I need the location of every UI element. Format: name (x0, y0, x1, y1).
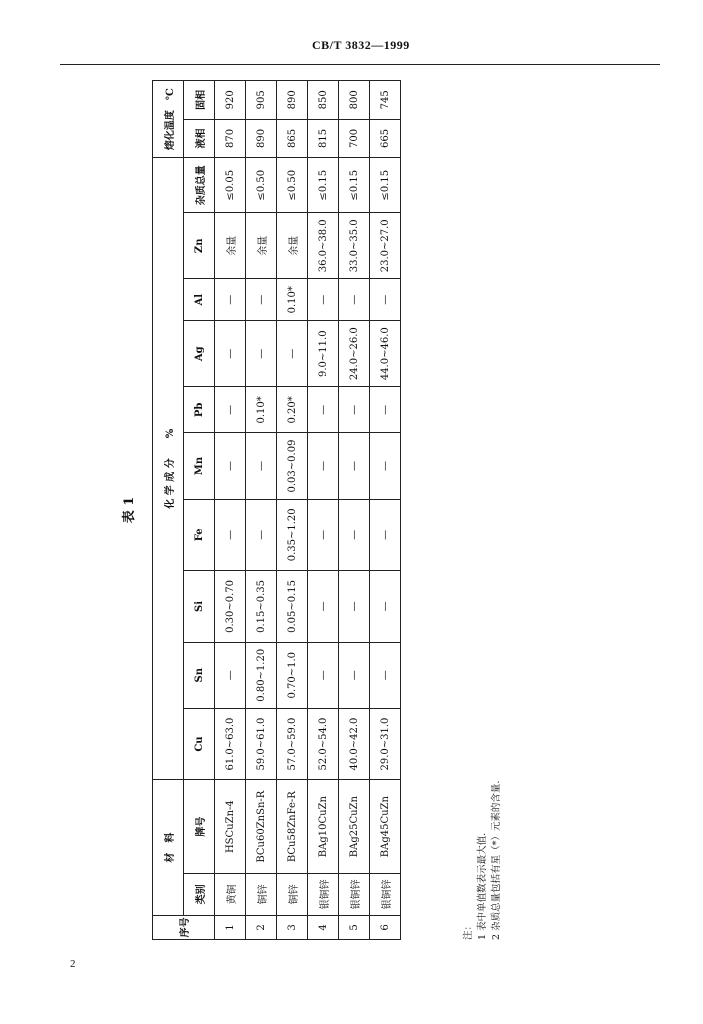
cell-pb: 0.10* (246, 387, 277, 433)
cell-fe: — (215, 499, 246, 571)
cell-si: — (339, 571, 370, 643)
th-seq: 序号 (153, 915, 215, 939)
cell-cu: 29.0~31.0 (370, 708, 401, 780)
cell-cu: 59.0~61.0 (246, 708, 277, 780)
cell-mn: — (215, 433, 246, 499)
cell-al: — (215, 279, 246, 321)
cell-seq: 6 (370, 915, 401, 939)
composition-table (152, 80, 401, 940)
cell-mn: — (370, 433, 401, 499)
cell-si: 0.30~0.70 (215, 571, 246, 643)
cell-solidus: 890 (277, 81, 308, 120)
cell-fe: — (246, 499, 277, 571)
cell-liquidus: 815 (308, 119, 339, 158)
cell-zn: 余量 (246, 213, 277, 279)
th-pb: Pb (184, 387, 215, 433)
cell-category: 银铜锌 (308, 873, 339, 915)
cell-sn: — (370, 642, 401, 708)
notes-title: 注： (463, 920, 474, 940)
cell-grade: BAg45CuZn (370, 780, 401, 874)
cell-liquidus: 865 (277, 119, 308, 158)
table-row (215, 81, 246, 940)
table-notes (462, 781, 504, 940)
cell-zn: 余量 (215, 213, 246, 279)
cell-ag: — (215, 321, 246, 387)
cell-seq: 5 (339, 915, 370, 939)
cell-si: — (308, 571, 339, 643)
cell-si: 0.15~0.35 (246, 571, 277, 643)
cell-al: — (308, 279, 339, 321)
cell-pb: — (215, 387, 246, 433)
cell-mn: — (339, 433, 370, 499)
th-mn: Mn (184, 433, 215, 499)
cell-solidus: 905 (246, 81, 277, 120)
cell-pb: — (339, 387, 370, 433)
standard-header: CB/T 3832—1999 (312, 38, 410, 52)
cell-cu: 40.0~42.0 (339, 708, 370, 780)
th-ag: Ag (184, 321, 215, 387)
cell-zn: 36.0~38.0 (308, 213, 339, 279)
cell-pb: 0.20* (277, 387, 308, 433)
cell-si: 0.05~0.15 (277, 571, 308, 643)
cell-zn: 23.0~27.0 (370, 213, 401, 279)
cell-fe: — (370, 499, 401, 571)
cell-ag: — (277, 321, 308, 387)
cell-fe: 0.35~1.20 (277, 499, 308, 571)
cell-sn: — (308, 642, 339, 708)
cell-liquidus: 870 (215, 119, 246, 158)
cell-al: — (246, 279, 277, 321)
cell-category: 铜锌 (246, 873, 277, 915)
cell-zn: 余量 (277, 213, 308, 279)
th-sn: Sn (184, 642, 215, 708)
cell-pb: — (370, 387, 401, 433)
table-row (308, 81, 339, 940)
th-melt: 熔化温度 ℃ (153, 81, 184, 158)
cell-seq: 4 (308, 915, 339, 939)
cell-mn: — (246, 433, 277, 499)
cell-impurity: ≤0.15 (339, 158, 370, 213)
cell-grade: BCu60ZnSn-R (246, 780, 277, 874)
cell-sn: — (215, 642, 246, 708)
cell-category: 银铜锌 (370, 873, 401, 915)
cell-seq: 2 (246, 915, 277, 939)
cell-solidus: 920 (215, 81, 246, 120)
table-row (370, 81, 401, 940)
th-al: Al (184, 279, 215, 321)
cell-fe: — (308, 499, 339, 571)
cell-mn: 0.03~0.09 (277, 433, 308, 499)
th-zn: Zn (184, 213, 215, 279)
table-caption: 表 1 (122, 496, 137, 524)
cell-solidus: 800 (339, 81, 370, 120)
cell-category: 铜锌 (277, 873, 308, 915)
cell-ag: 24.0~26.0 (339, 321, 370, 387)
cell-cu: 52.0~54.0 (308, 708, 339, 780)
th-fe: Fe (184, 499, 215, 571)
cell-sn: 0.70~1.0 (277, 642, 308, 708)
cell-grade: BAg25CuZn (339, 780, 370, 874)
cell-pb: — (308, 387, 339, 433)
cell-impurity: ≤0.50 (277, 158, 308, 213)
cell-impurity: ≤0.15 (370, 158, 401, 213)
cell-zn: 33.0~35.0 (339, 213, 370, 279)
cell-grade: BCu58ZnFe-R (277, 780, 308, 874)
th-solidus: 固相 (184, 81, 215, 120)
cell-ag: 44.0~46.0 (370, 321, 401, 387)
th-category: 类别 (184, 873, 215, 915)
cell-ag: 9.0~11.0 (308, 321, 339, 387)
cell-solidus: 745 (370, 81, 401, 120)
th-liquidus: 液相 (184, 119, 215, 158)
cell-solidus: 850 (308, 81, 339, 120)
th-impurity: 杂质总量 (184, 158, 215, 213)
header-rule (60, 64, 660, 65)
cell-grade: HSCuZn-4 (215, 780, 246, 874)
table-row (277, 81, 308, 940)
cell-liquidus: 890 (246, 119, 277, 158)
note-1: 1 表中单值数表示最大值. (477, 832, 488, 940)
cell-category: 银铜锌 (339, 873, 370, 915)
cell-ag: — (246, 321, 277, 387)
th-material: 材 料 (153, 780, 184, 915)
cell-impurity: ≤0.50 (246, 158, 277, 213)
rotated-table-block (110, 70, 515, 940)
cell-al: — (370, 279, 401, 321)
cell-grade: BAg10CuZn (308, 780, 339, 874)
cell-si: — (370, 571, 401, 643)
cell-category: 黄铜 (215, 873, 246, 915)
cell-cu: 57.0~59.0 (277, 708, 308, 780)
th-chem: 化 学 成 分 % (153, 158, 184, 780)
cell-cu: 61.0~63.0 (215, 708, 246, 780)
cell-seq: 1 (215, 915, 246, 939)
cell-al: — (339, 279, 370, 321)
cell-liquidus: 665 (370, 119, 401, 158)
table-row (246, 81, 277, 940)
th-cu: Cu (184, 708, 215, 780)
cell-seq: 3 (277, 915, 308, 939)
page-number: 2 (70, 958, 76, 970)
th-grade: 牌号 (184, 780, 215, 874)
cell-sn: 0.80~1.20 (246, 642, 277, 708)
note-2: 2 杂质总量包括有星（*）元素的含量. (491, 780, 502, 940)
cell-sn: — (339, 642, 370, 708)
cell-mn: — (308, 433, 339, 499)
cell-al: 0.10* (277, 279, 308, 321)
cell-impurity: ≤0.05 (215, 158, 246, 213)
cell-impurity: ≤0.15 (308, 158, 339, 213)
cell-liquidus: 700 (339, 119, 370, 158)
th-si: Si (184, 571, 215, 643)
cell-fe: — (339, 499, 370, 571)
table-row (339, 81, 370, 940)
